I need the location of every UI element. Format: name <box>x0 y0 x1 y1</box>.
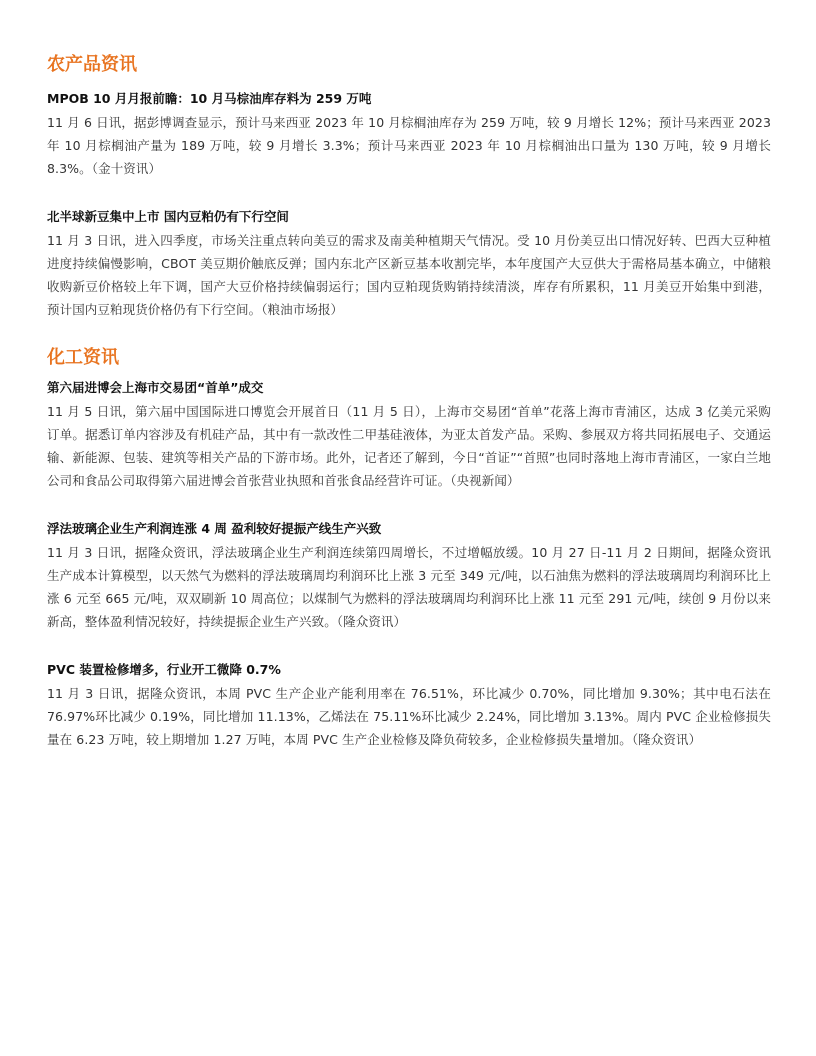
document-page <box>47 52 771 751</box>
article-title: MPOB 10 月月报前瞻：10 月马棕油库存料为 259 万吨 <box>47 91 372 106</box>
section-title-chemical: 化工资讯 <box>47 347 119 368</box>
article-body: 11 月 3 日讯，据隆众资讯，浮法玻璃企业生产利润连续第四周增长，不过增幅放缓。10 月 27 日-11 月 2 日期间，据隆众资讯生产成本计算模型，以天然气为燃料的浮法玻璃周均利润环比上涨 3 元至 349 元/吨，以石油焦为燃料的浮法玻璃周均利润环比上涨 6 元至 665 元/吨，双双刷新 10 周高位；以煤制气为燃料的浮法玻璃周均利润环比上涨 11 元至 291 元/吨，续创 9 月份以来新高，整体盈利情况较好，持续提振企业生产兴致。（隆众资讯） <box>47 545 771 629</box>
article-title: 浮法玻璃企业生产利润连涨 4 周 盈利较好提振产线生产兴致 <box>47 521 382 536</box>
article-body: 11 月 3 日讯，据隆众资讯，本周 PVC 生产企业产能利用率在 76.51%，环比减少 0.70%，同比增加 9.30%；其中电石法在 76.97%环比减少 0.19%，同比增加 11.13%，乙烯法在 75.11%环比减少 2.24%，同比增加 3.13%。周内 PVC 企业检修损失量在 6.23 万吨，较上期增加 1.27 万吨，本周 PVC 生产企业检修及降负荷较多，企业检修损失量增加。（隆众资讯） <box>47 686 771 747</box>
article-pvc-maintenance <box>47 661 771 751</box>
article-title: 北半球新豆集中上市 国内豆粕仍有下行空间 <box>47 209 289 224</box>
article-float-glass-profit <box>47 520 771 633</box>
article-title: 第六届进博会上海市交易团“首单”成交 <box>47 380 264 395</box>
section-title-agriculture: 农产品资讯 <box>47 54 137 75</box>
article-title: PVC 装置检修增多，行业开工微降 0.7% <box>47 662 281 677</box>
article-body: 11 月 3 日讯，进入四季度，市场关注重点转向美豆的需求及南美种植期天气情况。受 10 月份美豆出口情况好转、巴西大豆种植进度持续偏慢影响，CBOT 美豆期价触底反弹；国内东北产区新豆基本收割完毕，本年度国产大豆供大于需格局基本确立，中储粮收购新豆价格较上年下调，国产大豆价格持续偏弱运行；国内豆粕现货购销持续清淡，库存有所累积，11 月美豆开始集中到港，预计国内豆粕现货价格仍有下行空间。（粮油市场报） <box>47 233 771 317</box>
article-soybean-meal <box>47 208 771 321</box>
article-body: 11 月 6 日讯，据彭博调查显示，预计马来西亚 2023 年 10 月棕榈油库存为 259 万吨，较 9 月增长 12%；预计马来西亚 2023 年 10 月棕榈油产量为 189 万吨，较 9 月增长 3.3%；预计马来西亚 2023 年 10 月棕榈油出口量为 130 万吨，较 9 月增长 8.3%。（金十资讯） <box>47 115 771 176</box>
article-mpob-palm-oil <box>47 90 771 180</box>
article-body: 11 月 5 日讯，第六届中国国际进口博览会开展首日（11 月 5 日），上海市交易团“首单”花落上海市青浦区，达成 3 亿美元采购订单。据悉订单内容涉及有机硅产品，其中有一款改性二甲基硅液体，为亚太首发产品。采购、参展双方将共同拓展电子、交通运输、新能源、包装、建筑等相关产品的下游市场。此外，记者还了解到，今日“首证”“首照”也同时落地上海市青浦区，一家白兰地公司和食品公司取得第六届进博会首张营业执照和首张食品经营许可证。（央视新闻） <box>47 404 771 488</box>
article-ciie-first-order <box>47 379 771 492</box>
